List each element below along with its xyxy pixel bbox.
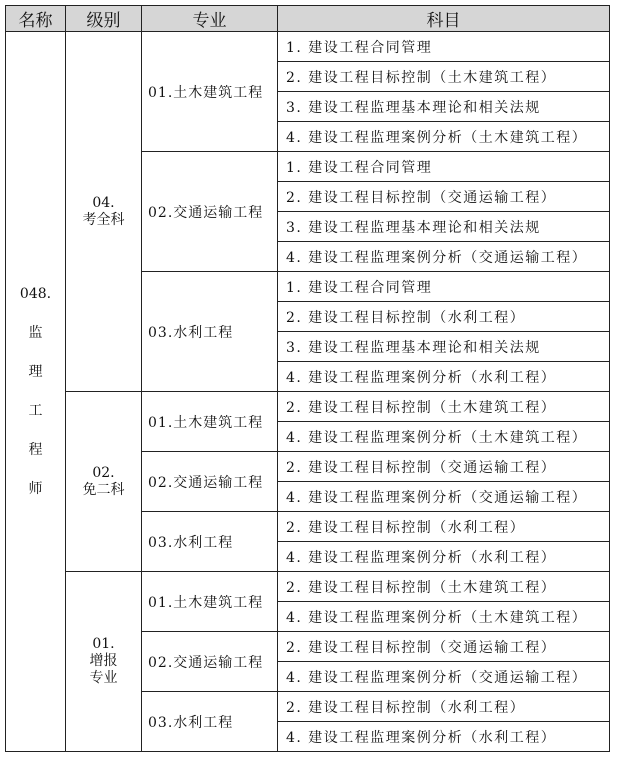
header-row [6,6,610,32]
major-cell: 02.交通运输工程 [142,452,278,512]
level-cell [66,392,142,572]
subject-cell: 4. 建设工程监理案例分析（交通运输工程） [278,482,610,512]
level-line: 增报 [89,653,118,669]
subject-cell: 4. 建设工程监理案例分析（交通运输工程） [278,242,610,272]
level-cell [66,32,142,392]
subject-cell: 2. 建设工程目标控制（交通运输工程） [278,182,610,212]
subject-cell: 3. 建设工程监理基本理论和相关法规 [278,212,610,242]
cert-name-line: 监 [28,324,43,341]
header-name: 名称 [6,6,66,32]
subject-cell: 4. 建设工程监理案例分析（土木建筑工程） [278,602,610,632]
table-row [6,32,610,62]
major-cell: 01.土木建筑工程 [142,392,278,452]
major-cell: 01.土木建筑工程 [142,32,278,152]
subject-cell: 1. 建设工程合同管理 [278,152,610,182]
subject-cell: 4. 建设工程监理案例分析（土木建筑工程） [278,422,610,452]
subject-cell: 3. 建设工程监理基本理论和相关法规 [278,92,610,122]
subject-cell: 2. 建设工程目标控制（交通运输工程） [278,632,610,662]
header-level: 级别 [66,6,142,32]
subject-cell: 2. 建设工程目标控制（土木建筑工程） [278,62,610,92]
table-body [6,32,610,752]
exam-subject-table [5,5,610,752]
level-line: 免二科 [82,481,125,498]
level-line: 专业 [89,670,118,686]
level-line: 02. [92,464,115,481]
major-cell: 03.水利工程 [142,692,278,752]
header-subject: 科目 [278,6,610,32]
subject-cell: 2. 建设工程目标控制（水利工程） [278,692,610,722]
subject-cell: 2. 建设工程目标控制（水利工程） [278,512,610,542]
major-cell: 03.水利工程 [142,512,278,572]
cert-name-line: 048. [19,285,52,302]
cert-name-line: 师 [28,480,43,497]
level-line: 04. [92,194,115,211]
subject-cell: 1. 建设工程合同管理 [278,32,610,62]
major-cell: 03.水利工程 [142,272,278,392]
subject-cell: 2. 建设工程目标控制（土木建筑工程） [278,392,610,422]
subject-cell: 3. 建设工程监理基本理论和相关法规 [278,332,610,362]
level-line: 01. [92,636,115,652]
subject-cell: 4. 建设工程监理案例分析（水利工程） [278,542,610,572]
subject-cell: 2. 建设工程目标控制（交通运输工程） [278,452,610,482]
subject-cell: 1. 建设工程合同管理 [278,272,610,302]
subject-cell: 2. 建设工程目标控制（土木建筑工程） [278,572,610,602]
subject-cell: 4. 建设工程监理案例分析（土木建筑工程） [278,122,610,152]
cert-name-cell [6,32,66,752]
cert-name-line: 程 [28,441,43,458]
subject-cell: 2. 建设工程目标控制（水利工程） [278,302,610,332]
subject-cell: 4. 建设工程监理案例分析（交通运输工程） [278,662,610,692]
header-major: 专业 [142,6,278,32]
cert-name-line: 理 [28,363,43,380]
table-row [6,572,610,602]
cert-name-line: 工 [28,402,43,419]
level-cell [66,572,142,752]
subject-cell: 4. 建设工程监理案例分析（水利工程） [278,362,610,392]
level-line: 考全科 [82,211,125,228]
subject-cell: 4. 建设工程监理案例分析（水利工程） [278,722,610,752]
major-cell: 02.交通运输工程 [142,632,278,692]
major-cell: 01.土木建筑工程 [142,572,278,632]
table-row [6,392,610,422]
major-cell: 02.交通运输工程 [142,152,278,272]
